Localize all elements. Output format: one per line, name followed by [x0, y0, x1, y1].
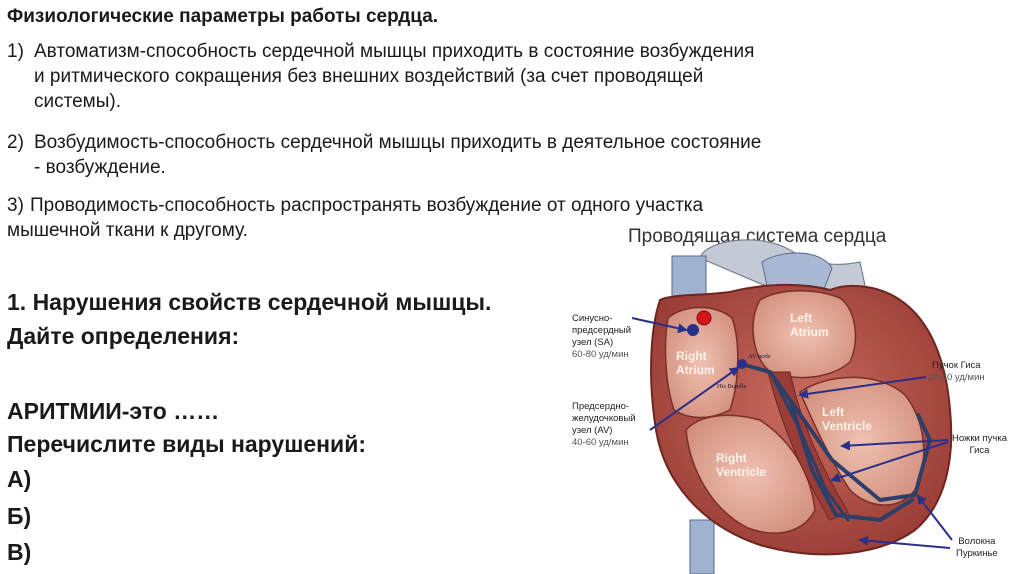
arrhythmia-definition: АРИТМИИ-это …… — [7, 398, 220, 424]
his-rate: 20-40 уд/мин — [928, 372, 985, 383]
av-node-label: Предсердно- желудочковый узел (AV) 40-60 уд/мин — [572, 401, 636, 448]
left-ventricle-label: Left — [822, 405, 844, 419]
sa-rate: 60-80 уд/мин — [572, 349, 629, 360]
item-line: - возбуждение. — [34, 157, 166, 178]
sa-node-blue — [687, 324, 699, 336]
item-line: Проводимость-способность распространять возбуждение от одного участка — [30, 195, 704, 216]
his-bundle-tag: His Bundle — [717, 383, 747, 390]
item-number: 2) — [7, 132, 24, 153]
item-line: Возбудимость-способность сердечной мышцы приходить в деятельное состояние — [34, 132, 762, 153]
right-ventricle-label: Right — [716, 451, 747, 465]
item-line: мышечной ткани к другому. — [7, 220, 248, 241]
answer-a: А) — [7, 466, 32, 492]
left-atrium-label: Left — [790, 311, 812, 325]
list-prompt: Перечислите виды нарушений: — [7, 431, 366, 457]
av-rate: 40-60 уд/мин — [572, 437, 629, 448]
right-atrium-label: Right — [676, 349, 707, 363]
av-node-marker — [737, 359, 747, 369]
purkinje-label: Волокна Пуркинье — [956, 536, 998, 559]
right-atrium-label: Atrium — [676, 363, 715, 377]
left-atrium-label: Atrium — [790, 325, 829, 339]
item-line: системы). — [34, 91, 121, 112]
task-prompt: Дайте определения: — [7, 323, 240, 349]
left-ventricle-label: Ventricle — [822, 419, 873, 433]
av-node-tag: AV node — [748, 353, 771, 360]
bundle-branches-label: Ножки пучка Гиса — [952, 433, 1007, 456]
answer-b: Б) — [7, 503, 32, 529]
figure-caption: Проводящая система сердца — [628, 226, 887, 247]
item-line: Автоматизм-способность сердечной мышцы приходить в состояние возбуждения — [34, 41, 755, 62]
answer-c: В) — [7, 539, 32, 565]
inferior-vena-cava — [690, 520, 714, 574]
task-heading: 1. Нарушения свойств сердечной мышцы. — [7, 289, 492, 315]
his-bundle-label: Пучок Гиса 20-40 уд/мин — [928, 360, 985, 383]
item-line: и ритмического сокращения без внешних воздействий (за счет проводящей — [34, 66, 704, 87]
sa-node-label: Синусно- предсердный узел (SA) 60-80 уд/мин — [572, 313, 632, 360]
sa-node-marker — [697, 311, 711, 325]
item-number: 1) — [7, 41, 24, 62]
item-number: 3) — [7, 195, 24, 216]
right-ventricle-label: Ventricle — [716, 465, 767, 479]
slide-title: Физиологические параметры работы сердца. — [7, 6, 439, 27]
